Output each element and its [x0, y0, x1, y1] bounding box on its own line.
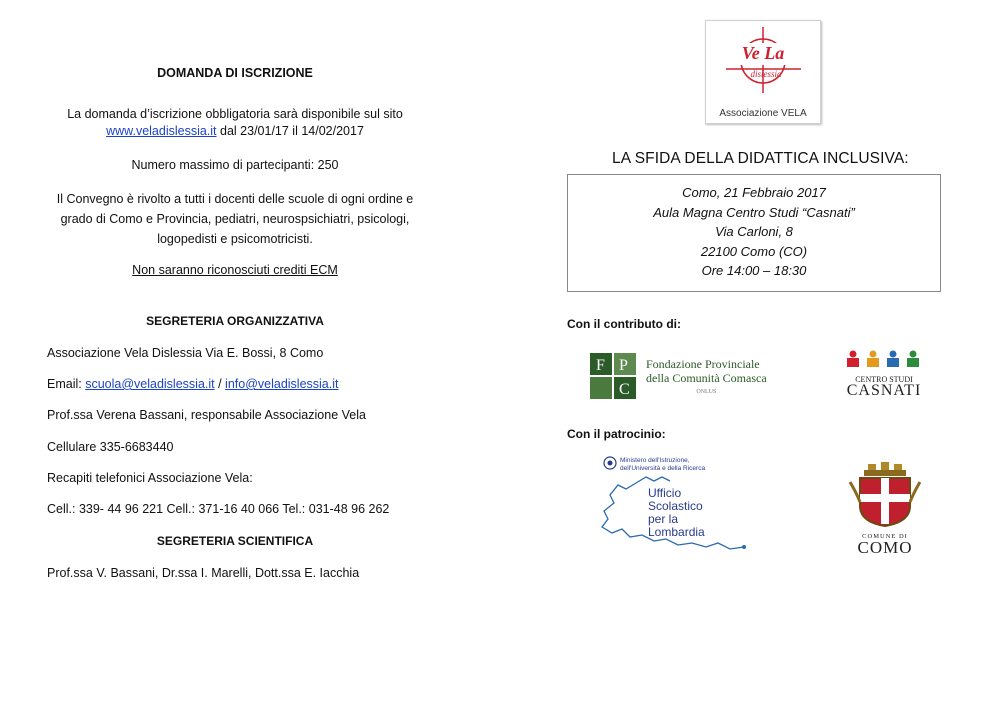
- segreteria-scientifica-heading: SEGRETERIA SCIENTIFICA: [156, 534, 314, 548]
- casnati-logo: [845, 350, 923, 402]
- como-line2: COMO: [857, 538, 913, 557]
- miur-line1: Ministero dell'Istruzione,: [620, 457, 690, 464]
- event-time: Ore 14:00 – 18:30: [701, 263, 807, 278]
- max-participants: Numero massimo di partecipanti: 250: [131, 158, 339, 172]
- ecm-note: Non saranno riconosciuti crediti ECM: [132, 263, 338, 277]
- address: Associazione Vela Dislessia Via E. Bossi, 8 Como: [47, 346, 324, 360]
- vela-logo-caption: Associazione VELA: [719, 108, 807, 119]
- vela-logo-mark: [706, 21, 820, 101]
- audience-line1: Il Convegno è rivolto a tutti i docenti delle scuole di ogni ordine e: [56, 192, 414, 206]
- email-line: [47, 376, 437, 393]
- recapiti-label: Recapiti telefonici Associazione Vela:: [47, 471, 253, 485]
- casnati-people-icon: [845, 350, 923, 368]
- patrocinio-label: Con il patrocinio:: [567, 427, 666, 441]
- fondazione-line2: della Comunità Comasca: [646, 371, 767, 385]
- usr-lombardia-logo: [596, 455, 766, 555]
- event-street: Via Carloni, 8: [715, 224, 793, 239]
- event-venue: Aula Magna Centro Studi “Casnati”: [653, 204, 855, 220]
- event-date: Como, 21 Febbraio 2017: [682, 185, 826, 200]
- website-link[interactable]: www.veladislessia.it: [106, 124, 217, 138]
- event-title: LA SFIDA DELLA DIDATTICA INCLUSIVA:: [612, 150, 909, 167]
- casnati-line1: CENTRO STUDI: [855, 375, 913, 384]
- como-line1: COMUNE DI: [862, 533, 908, 540]
- segreteria-scientifica-names: Prof.ssa V. Bassani, Dr.ssa I. Marelli, Dott.ssa E. Iacchia: [47, 566, 360, 580]
- fondazione-line3: ONLUS: [696, 389, 717, 395]
- iscrizione-dates: dal 23/01/17 il 14/02/2017: [216, 124, 364, 138]
- miur-line2: dell'Università e della Ricerca: [620, 465, 706, 472]
- email-info-link[interactable]: info@veladislessia.it: [225, 377, 339, 391]
- fondazione-mark: [590, 353, 642, 399]
- email-separator: /: [214, 377, 226, 391]
- usr-line2: Scolastico: [648, 499, 703, 513]
- vela-logo-subtitle: dislessia: [750, 69, 782, 79]
- fondazione-logo: [590, 353, 770, 399]
- usr-line3: per la: [648, 512, 679, 526]
- usr-line1: Ufficio: [648, 486, 682, 500]
- iscrizione-line2: [40, 123, 430, 140]
- como-crest-icon: [846, 462, 924, 528]
- recapiti-numbers: Cell.: 339- 44 96 221 Cell.: 371-16 40 066 Tel.: 031-48 96 262: [47, 502, 390, 516]
- contributo-label: Con il contributo di:: [567, 317, 681, 331]
- comune-como-logo: [846, 462, 924, 557]
- email-label: Email:: [47, 377, 86, 391]
- event-info-box: [567, 174, 941, 292]
- iscrizione-line1: La domanda d’iscrizione obbligatoria sarà disponibile sul sito: [67, 107, 403, 121]
- svg-text:P: P: [619, 357, 628, 374]
- target-audience: [40, 189, 430, 249]
- audience-line2: grado di Como e Provincia, pediatri, neurospsichiatri, psicologi,: [60, 212, 410, 226]
- audience-line3: logopedisti e psicomotricisti.: [157, 232, 313, 246]
- event-city: 22100 Como (CO): [700, 243, 808, 259]
- vela-logo-wordmark: Ve La: [741, 43, 785, 63]
- iscrizione-heading: DOMANDA DI ISCRIZIONE: [157, 66, 313, 80]
- cellulare: Cellulare 335-6683440: [47, 440, 174, 454]
- iscrizione-text: [40, 106, 430, 140]
- vela-logo: [705, 20, 821, 124]
- email-scuola-link[interactable]: scuola@veladislessia.it: [85, 377, 215, 391]
- fondazione-line1: Fondazione Provinciale: [646, 357, 760, 371]
- responsabile: Prof.ssa Verena Bassani, responsabile Associazione Vela: [47, 408, 366, 422]
- casnati-line2: CASNATI: [846, 382, 922, 399]
- segreteria-organizzativa-heading: SEGRETERIA ORGANIZZATIVA: [146, 314, 324, 328]
- usr-line4: Lombardia: [648, 525, 705, 539]
- svg-text:C: C: [619, 381, 630, 398]
- svg-text:F: F: [596, 357, 605, 374]
